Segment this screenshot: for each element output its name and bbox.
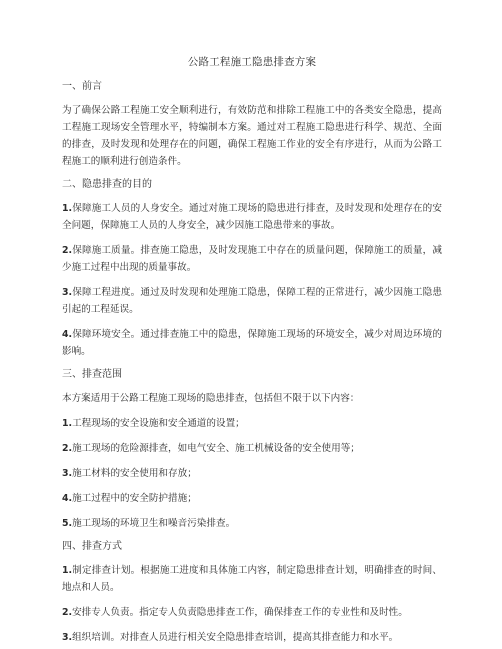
- item-number: 2.: [62, 607, 73, 618]
- item-number: 4.: [62, 329, 73, 340]
- item-text: 施工现场的环境卫生和噪音污染排查。: [72, 518, 236, 529]
- item-number: 1.: [62, 418, 73, 429]
- item-text: 保障施工人员的人身安全。通过对施工现场的隐患进行排查，及时发现和处理存在的安全问题，保障施工人员的人身安全，减少因施工隐患带来的事故。: [62, 203, 442, 231]
- item-text: 施工现场的危险源排查，如电气安全、施工机械设备的安全使用等；: [72, 443, 360, 454]
- section-heading-scope: 三、排查范围: [62, 369, 122, 380]
- scope-item: [62, 490, 442, 507]
- item-number: 1.: [62, 565, 73, 576]
- item-text: 组织培训。对排查人员进行相关安全隐患排查培训，提高其排查能力和水平。: [72, 632, 399, 643]
- item-number: 5.: [62, 518, 73, 529]
- item-number: 3.: [62, 632, 73, 643]
- item-number: 4.: [62, 493, 73, 504]
- item-number: 1.: [62, 203, 73, 214]
- item-number: 2.: [62, 443, 73, 454]
- item-text: 施工过程中的安全防护措施；: [72, 493, 197, 504]
- item-number: 3.: [62, 468, 73, 479]
- purpose-item: [62, 284, 442, 318]
- item-number: 2.: [62, 245, 73, 256]
- purpose-item: [62, 242, 442, 276]
- item-text: 安排专人负责。指定专人负责隐患排查工作，确保排查工作的专业性和及时性。: [72, 607, 408, 618]
- item-text: 制定排查计划。根据施工进度和具体施工内容，制定隐患排查计划，明确排查的时间、地点和人员。: [62, 565, 442, 593]
- item-text: 保障环境安全。通过排查施工中的隐患，保障施工现场的环境安全，减少对周边环境的影响。: [62, 329, 442, 357]
- method-item: [62, 604, 442, 621]
- item-text: 施工材料的安全使用和存放；: [72, 468, 197, 479]
- item-text: 工程现场的安全设施和安全通道的设置；: [72, 418, 245, 429]
- item-text: 保障工程进度。通过及时发现和处理施工隐患，保障工程的正常进行，减少因施工隐患引起的工程延误。: [62, 287, 442, 315]
- purpose-item: [62, 200, 442, 234]
- scope-item: [62, 415, 442, 432]
- purpose-item: [62, 326, 442, 360]
- section-heading-preface: 一、前言: [62, 81, 102, 92]
- item-text: 保障施工质量。排查施工隐患，及时发现施工中存在的质量问题，保障施工的质量，减少施工过程中出现的质量事故。: [62, 245, 442, 273]
- scope-item: [62, 465, 442, 482]
- scope-item: [62, 440, 442, 457]
- section-heading-methods: 四、排查方式: [62, 541, 122, 552]
- document-title: 公路工程施工隐患排查方案: [187, 56, 317, 68]
- scope-paragraph: 本方案适用于公路工程施工现场的隐患排查，包括但不限于以下内容：: [62, 393, 360, 404]
- section-heading-purpose: 二、隐患排查的目的: [62, 179, 152, 190]
- preface-paragraph: 为了确保公路工程施工安全顺利进行，有效防范和排除工程施工中的各类安全隐患，提高工程施工现场安全管理水平，特编制本方案。通过对工程施工隐患进行科学、规范、全面的排查，及时发现和处理存在的问题，确保工程施工作业的安全有序进行，从而为公路工程施工的顺利进行创造条件。: [62, 105, 442, 167]
- item-number: 3.: [62, 287, 73, 298]
- method-item: [62, 629, 442, 646]
- scope-item: [62, 515, 442, 532]
- method-item: [62, 562, 442, 596]
